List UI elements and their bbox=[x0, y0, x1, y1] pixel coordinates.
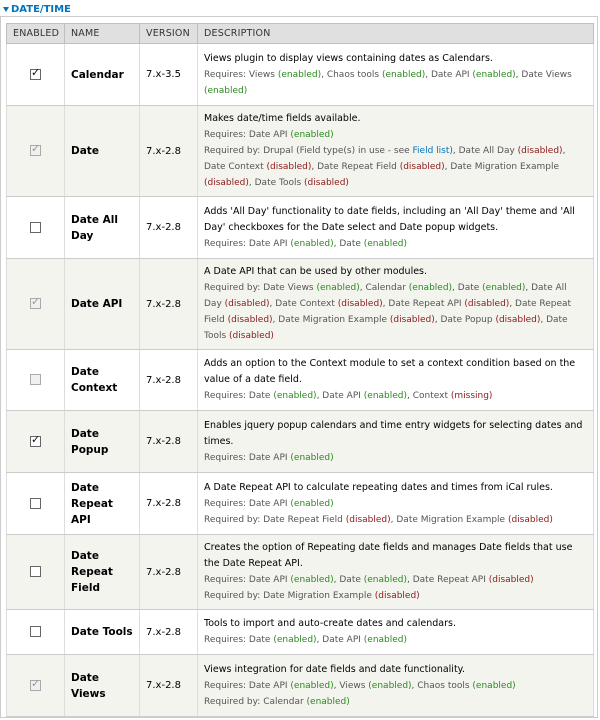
status-disabled: (disabled) bbox=[464, 299, 510, 309]
dependency-text: Requires: Date API bbox=[204, 130, 291, 140]
module-name: Date Context bbox=[65, 350, 140, 411]
module-description: Tools to import and auto-create dates and calendars. bbox=[204, 618, 456, 629]
module-row-date-api bbox=[7, 259, 594, 350]
module-version: 7.x-2.8 bbox=[140, 259, 198, 350]
status-enabled: (enabled) bbox=[290, 575, 334, 585]
enable-checkbox-date-repeat-api[interactable] bbox=[30, 498, 41, 509]
enabled-cell bbox=[7, 473, 65, 535]
header-enabled: ENABLED bbox=[7, 24, 65, 44]
status-disabled: (disabled) bbox=[495, 315, 541, 325]
module-description-cell bbox=[198, 411, 594, 473]
module-row-date bbox=[7, 106, 594, 197]
enabled-cell bbox=[7, 106, 65, 197]
enable-checkbox-date bbox=[30, 142, 41, 156]
dependency-text: Requires: Date API bbox=[204, 575, 291, 585]
dependency-text: ), Date All Day bbox=[449, 146, 518, 156]
dependency-text: , Date Context bbox=[269, 299, 338, 309]
enable-checkbox-date-tools[interactable] bbox=[30, 626, 41, 637]
status-enabled: (enabled) bbox=[290, 238, 334, 249]
module-version: 7.x-2.8 bbox=[140, 535, 198, 610]
dependency-text: , Date All Day bbox=[204, 283, 567, 309]
checkmark-icon: ✓ bbox=[31, 295, 41, 309]
dependency-text: , Date Repeat Field bbox=[204, 299, 572, 325]
module-description: A Date API that can be used by other modules. bbox=[204, 266, 428, 277]
module-description-cell bbox=[198, 259, 594, 350]
dependency-text: Requires: Date bbox=[204, 635, 274, 645]
status-enabled: (enabled) bbox=[290, 130, 334, 140]
enabled-cell bbox=[7, 411, 65, 473]
module-row-date-all-day bbox=[7, 197, 594, 259]
status-enabled: (enabled) bbox=[482, 283, 526, 293]
dependency-text: , Date Repeat Field bbox=[311, 162, 400, 172]
status-enabled: (enabled) bbox=[363, 391, 408, 401]
status-enabled: (enabled) bbox=[408, 283, 453, 293]
status-disabled: (disabled) bbox=[507, 514, 553, 525]
dependency-text: Requires: Date API bbox=[204, 498, 291, 509]
module-name: Date Views bbox=[65, 655, 140, 717]
field-list-link[interactable]: Field list bbox=[412, 146, 450, 156]
module-dependency-line bbox=[204, 280, 587, 344]
enabled-cell bbox=[7, 44, 65, 106]
dependency-text: , Date Migration Example bbox=[272, 315, 390, 325]
enable-checkbox-date-views bbox=[30, 676, 41, 691]
enabled-cell bbox=[7, 259, 65, 350]
status-disabled: (disabled) bbox=[389, 315, 435, 325]
status-disabled: (disabled) bbox=[266, 162, 312, 172]
status-disabled: (disabled) bbox=[488, 575, 534, 585]
module-name: Date Popup bbox=[65, 411, 140, 473]
module-version: 7.x-2.8 bbox=[140, 411, 198, 473]
module-dependency-line bbox=[204, 496, 587, 512]
module-dependency-line bbox=[204, 388, 587, 404]
checkmark-icon: ✓ bbox=[31, 676, 41, 690]
collapse-triangle-icon bbox=[3, 7, 9, 12]
module-version: 7.x-2.8 bbox=[140, 610, 198, 655]
module-description-cell bbox=[198, 655, 594, 717]
dependency-text: , Date Repeat API bbox=[407, 575, 489, 585]
module-version: 7.x-2.8 bbox=[140, 350, 198, 411]
status-enabled: (enabled) bbox=[363, 575, 407, 585]
dependency-text: Required by: Date Repeat Field bbox=[204, 514, 346, 525]
dependency-text: , Date Popup bbox=[434, 315, 496, 325]
module-description-cell bbox=[198, 535, 594, 610]
module-name: Date Repeat API bbox=[65, 473, 140, 535]
module-dependency-line bbox=[204, 67, 587, 99]
dependency-text: , Date Migration Example bbox=[444, 162, 560, 172]
fieldset-legend-label: DATE/TIME bbox=[11, 3, 71, 15]
status-enabled: (enabled) bbox=[290, 452, 334, 463]
dependency-text: , Date Context bbox=[204, 146, 566, 172]
module-dependency-line bbox=[204, 588, 587, 604]
module-description: Enables jquery popup calendars and time entry widgets for selecting dates and times. bbox=[204, 419, 583, 447]
status-enabled: (enabled) bbox=[273, 391, 317, 401]
module-description-cell bbox=[198, 473, 594, 535]
enable-checkbox-date-repeat-field[interactable] bbox=[30, 566, 41, 577]
status-enabled: (enabled) bbox=[306, 696, 350, 707]
enabled-cell bbox=[7, 197, 65, 259]
enable-checkbox-date-all-day[interactable] bbox=[30, 222, 41, 233]
checkmark-icon: ✓ bbox=[31, 432, 41, 446]
dependency-text: Required by: Date Views bbox=[204, 283, 317, 293]
status-enabled: (enabled) bbox=[472, 680, 516, 691]
status-disabled: (disabled) bbox=[374, 591, 420, 601]
dependency-text: Requires: Date bbox=[204, 391, 274, 401]
module-row-calendar bbox=[7, 44, 594, 106]
status-disabled: (disabled) bbox=[517, 146, 563, 156]
module-dependency-line bbox=[204, 512, 587, 528]
header-version: VERSION bbox=[140, 24, 198, 44]
dependency-text: Requires: Views bbox=[204, 69, 278, 80]
module-description: Adds 'All Day' functionality to date fields, including an 'All Day' theme and 'All Day' checkboxes for the Date select and Date popup widgets. bbox=[204, 205, 575, 233]
dependency-text: , Date Views bbox=[515, 69, 572, 80]
dependency-text: , Date bbox=[333, 238, 364, 249]
module-version: 7.x-2.8 bbox=[140, 655, 198, 717]
status-disabled: (disabled) bbox=[227, 315, 273, 325]
module-dependency-line bbox=[204, 572, 587, 588]
module-dependency-line bbox=[204, 694, 587, 710]
module-description: Views plugin to display views containing dates as Calendars. bbox=[204, 52, 493, 64]
dependency-text: , Date Migration Example bbox=[390, 514, 508, 525]
module-version: 7.x-2.8 bbox=[140, 197, 198, 259]
dependency-text: Required by: Calendar bbox=[204, 696, 307, 707]
enable-checkbox-calendar[interactable] bbox=[30, 65, 41, 80]
module-version: 7.x-2.8 bbox=[140, 106, 198, 197]
module-version: 7.x-2.8 bbox=[140, 473, 198, 535]
module-description-cell bbox=[198, 44, 594, 106]
enable-checkbox-date-popup[interactable] bbox=[30, 432, 41, 447]
module-row-date-views bbox=[7, 655, 594, 717]
status-disabled: (missing) bbox=[450, 391, 493, 401]
module-description: A Date Repeat API to calculate repeating dates and times from iCal rules. bbox=[204, 481, 553, 493]
modules-table bbox=[6, 23, 594, 717]
status-enabled: (enabled) bbox=[316, 283, 360, 293]
dependency-text: , Chaos tools bbox=[321, 69, 382, 80]
module-description-cell bbox=[198, 197, 594, 259]
module-name: Date All Day bbox=[65, 197, 140, 259]
module-row-date-popup bbox=[7, 411, 594, 473]
module-version: 7.x-3.5 bbox=[140, 44, 198, 106]
module-dependency-line bbox=[204, 678, 587, 694]
enable-checkbox-date-context bbox=[30, 374, 41, 385]
module-dependency-line bbox=[204, 236, 587, 252]
status-enabled: (enabled) bbox=[290, 498, 334, 509]
module-description-cell bbox=[198, 106, 594, 197]
dependency-text: , Date Repeat API bbox=[382, 299, 465, 309]
enabled-cell bbox=[7, 655, 65, 717]
enabled-cell bbox=[7, 350, 65, 411]
fieldset-legend-toggle[interactable] bbox=[2, 2, 71, 16]
module-description-cell bbox=[198, 610, 594, 655]
module-row-date-repeat-field bbox=[7, 535, 594, 610]
status-enabled: (enabled) bbox=[381, 69, 426, 80]
dependency-text: Requires: Date API bbox=[204, 238, 291, 249]
dependency-text: , Calendar bbox=[359, 283, 409, 293]
header-description: DESCRIPTION bbox=[198, 24, 594, 44]
status-enabled: (enabled) bbox=[472, 69, 516, 80]
module-dependency-line bbox=[204, 632, 587, 648]
status-enabled: (enabled) bbox=[290, 680, 334, 691]
dependency-text: , Date Tools bbox=[204, 315, 568, 341]
modules-table-body bbox=[7, 44, 594, 717]
checkmark-icon: ✓ bbox=[31, 142, 41, 156]
status-disabled: (disabled) bbox=[337, 299, 383, 309]
module-description: Makes date/time fields available. bbox=[204, 113, 361, 124]
dependency-text: Requires: Date API bbox=[204, 452, 291, 463]
dependency-text: , Chaos tools bbox=[411, 680, 473, 691]
dependency-text: Requires: Date API bbox=[204, 680, 291, 691]
module-name: Date API bbox=[65, 259, 140, 350]
dependency-text: , Date API bbox=[316, 391, 364, 401]
module-description: Adds an option to the Context module to set a context condition based on the value of a date field. bbox=[204, 358, 576, 385]
status-enabled: (enabled) bbox=[273, 635, 317, 645]
module-description-cell bbox=[198, 350, 594, 411]
status-enabled: (enabled) bbox=[277, 69, 322, 80]
status-disabled: (disabled) bbox=[345, 514, 391, 525]
status-disabled: (disabled) bbox=[204, 178, 249, 188]
module-row-date-repeat-api bbox=[7, 473, 594, 535]
dependency-text: , Date API bbox=[425, 69, 473, 80]
table-header-row bbox=[7, 24, 594, 44]
enabled-cell bbox=[7, 535, 65, 610]
status-disabled: (disabled) bbox=[224, 299, 270, 309]
module-row-date-context bbox=[7, 350, 594, 411]
module-description: Views integration for date fields and date functionality. bbox=[204, 663, 465, 675]
dependency-text: , Context bbox=[407, 391, 451, 401]
status-disabled: (disabled) bbox=[229, 331, 274, 341]
checkmark-icon: ✓ bbox=[31, 65, 41, 79]
dependency-text: , Date API bbox=[316, 635, 364, 645]
dependency-text: , Date Tools bbox=[248, 178, 305, 188]
enabled-cell bbox=[7, 610, 65, 655]
dependency-text: Required by: Drupal (Field type(s) in use - see bbox=[204, 146, 413, 156]
status-enabled: (enabled) bbox=[363, 635, 408, 645]
dependency-text: , Views bbox=[333, 680, 369, 691]
module-dependency-line bbox=[204, 143, 587, 191]
module-name: Date Repeat Field bbox=[65, 535, 140, 610]
module-name: Date Tools bbox=[65, 610, 140, 655]
header-name: NAME bbox=[65, 24, 140, 44]
module-name: Calendar bbox=[65, 44, 140, 106]
module-row-date-tools bbox=[7, 610, 594, 655]
module-dependency-line bbox=[204, 450, 587, 466]
dependency-text: , Date bbox=[333, 575, 364, 585]
dependency-text: Required by: Date Migration Example bbox=[204, 591, 375, 601]
status-enabled: (enabled) bbox=[363, 238, 407, 249]
status-disabled: (disabled) bbox=[304, 178, 349, 188]
status-enabled: (enabled) bbox=[204, 85, 248, 96]
module-name: Date bbox=[65, 106, 140, 197]
module-description: Creates the option of Repeating date fields and manages Date fields that use the Date Repeat API. bbox=[204, 542, 573, 569]
dependency-text: , Date bbox=[452, 283, 483, 293]
module-dependency-line bbox=[204, 127, 587, 143]
status-enabled: (enabled) bbox=[368, 680, 412, 691]
status-disabled: (disabled) bbox=[399, 162, 445, 172]
enable-checkbox-date-api bbox=[30, 295, 41, 309]
